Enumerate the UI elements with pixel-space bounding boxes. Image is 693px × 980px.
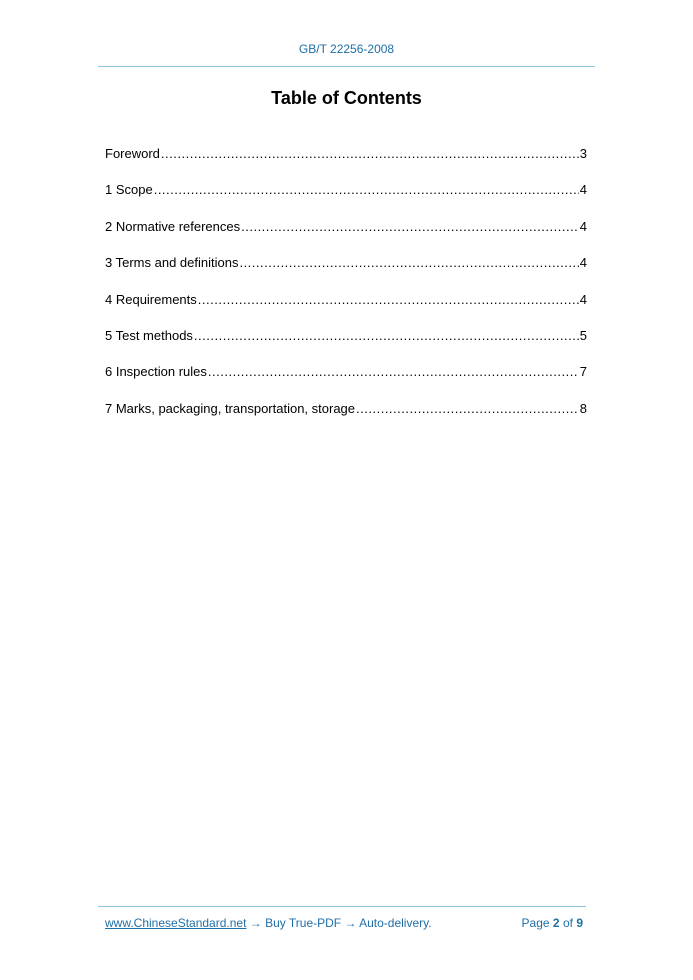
toc-entry-page: 5 (579, 327, 587, 343)
toc-entry-label: 2 Normative references (105, 218, 241, 234)
toc-entry-normative-references[interactable] (105, 218, 587, 254)
toc-dot-leader (198, 291, 579, 309)
toc-entry-page: 4 (579, 218, 587, 234)
footer-total-pages: 9 (576, 916, 583, 930)
toc-dot-leader (239, 254, 578, 272)
toc-entry-page: 4 (579, 291, 587, 307)
toc-entry-test-methods[interactable] (105, 327, 587, 363)
toc-list (105, 145, 587, 436)
footer-promo (105, 916, 432, 930)
toc-entry-scope[interactable] (105, 181, 587, 217)
toc-entry-inspection-rules[interactable] (105, 363, 587, 399)
toc-entry-page: 3 (579, 146, 587, 161)
toc-entry-page: 8 (579, 400, 587, 416)
toc-entry-page: 4 (579, 182, 587, 198)
footer-promo-text: → Buy True-PDF → Auto-delivery. (246, 916, 432, 930)
footer-divider (98, 906, 586, 907)
toc-title: Table of Contents (271, 88, 422, 108)
toc-entry-page: 7 (579, 364, 587, 380)
toc-entry-page: 4 (579, 255, 587, 271)
footer-page-indicator (522, 916, 583, 930)
footer-site-link[interactable]: www.ChineseStandard.net (105, 916, 247, 930)
toc-entry-requirements[interactable] (105, 291, 587, 327)
toc-entry-label: 3 Terms and definitions (105, 255, 239, 271)
header-standard-code: GB/T 22256-2008 (298, 42, 395, 56)
toc-dot-leader (194, 327, 579, 345)
toc-dot-leader (208, 363, 579, 381)
toc-entry-label: 6 Inspection rules (105, 364, 207, 380)
toc-entry-label: Foreword (105, 146, 160, 161)
toc-entry-label: 5 Test methods (105, 327, 193, 343)
toc-dot-leader (241, 218, 579, 236)
toc-entry-terms-and-definitions[interactable] (105, 254, 587, 290)
footer-page-word: Page (521, 916, 550, 930)
header-divider (98, 66, 595, 67)
toc-entry-foreword[interactable] (105, 145, 587, 181)
toc-dot-leader (154, 181, 579, 199)
toc-dot-leader (161, 145, 579, 163)
toc-entry-label: 1 Scope (105, 182, 153, 198)
toc-entry-label: 7 Marks, packaging, transportation, storage (105, 400, 356, 416)
footer-current-page: 2 (552, 916, 560, 930)
toc-entry-marks-packaging[interactable] (105, 400, 587, 436)
footer-of-word: of (562, 916, 573, 930)
toc-dot-leader (356, 400, 579, 418)
toc-entry-label: 4 Requirements (105, 291, 197, 307)
